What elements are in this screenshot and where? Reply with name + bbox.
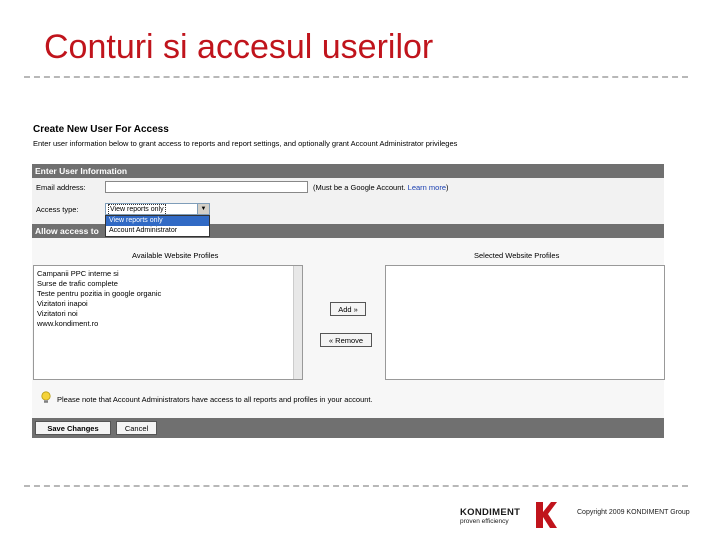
form-description: Enter user information below to grant access to reports and report settings, and optionally grant Account Administrator privileges: [33, 139, 458, 148]
slide-title: Conturi si accesul userilor: [44, 28, 434, 66]
access-type-value: View reports only: [108, 204, 166, 216]
access-type-dropdown[interactable]: [105, 215, 210, 237]
dropdown-option-account-admin[interactable]: Account Administrator: [109, 227, 178, 234]
user-info-section-header: Enter User Information: [32, 164, 664, 178]
list-item[interactable]: Surse de trafic complete: [37, 279, 118, 288]
email-hint: [313, 183, 449, 192]
access-type-label: Access type:: [36, 205, 79, 214]
selected-profiles-list[interactable]: [385, 265, 665, 380]
list-item[interactable]: www.kondiment.ro: [37, 319, 99, 328]
logo-tagline: proven efficiency: [460, 518, 509, 525]
learn-more-link[interactable]: Learn more: [407, 183, 447, 192]
cancel-button[interactable]: Cancel: [116, 421, 157, 435]
list-item[interactable]: Teste pentru pozitia in google organic: [37, 289, 162, 298]
list-item[interactable]: Vizitatori noi: [37, 309, 78, 318]
allow-access-section-header: Allow access to: [32, 224, 664, 238]
save-changes-button[interactable]: Save Changes: [35, 421, 111, 435]
list-item[interactable]: Vizitatori inapoi: [37, 299, 88, 308]
kondiment-k-mark-icon: [534, 500, 558, 530]
dropdown-option-view-reports[interactable]: View reports only: [106, 216, 209, 226]
admin-access-note: Please note that Account Administrators have access to all reports and profiles in your account.: [57, 395, 373, 404]
available-profiles-list[interactable]: [33, 265, 303, 380]
selected-profiles-header: Selected Website Profiles: [474, 251, 560, 260]
chevron-down-icon[interactable]: ▼: [197, 204, 209, 214]
copyright-text: Copyright 2009 KONDIMENT Group: [577, 509, 690, 516]
list-item[interactable]: Campanii PPC interne si: [37, 269, 119, 278]
kondiment-logo: [460, 500, 560, 530]
email-hint-suffix: ): [446, 183, 449, 192]
scrollbar[interactable]: [293, 266, 302, 379]
form-title: Create New User For Access: [33, 124, 169, 135]
add-profile-button[interactable]: Add »: [330, 302, 366, 316]
remove-profile-button[interactable]: « Remove: [320, 333, 372, 347]
email-label: Email address:: [36, 183, 86, 192]
access-type-select[interactable]: [105, 203, 210, 215]
email-field[interactable]: [105, 181, 308, 193]
available-profiles-header: Available Website Profiles: [132, 251, 219, 260]
bottom-divider: [24, 485, 688, 487]
lightbulb-icon: [40, 391, 52, 405]
email-hint-prefix: (Must be a Google Account.: [313, 183, 406, 192]
logo-name: KONDIMENT: [460, 507, 521, 518]
top-divider: [24, 76, 688, 78]
